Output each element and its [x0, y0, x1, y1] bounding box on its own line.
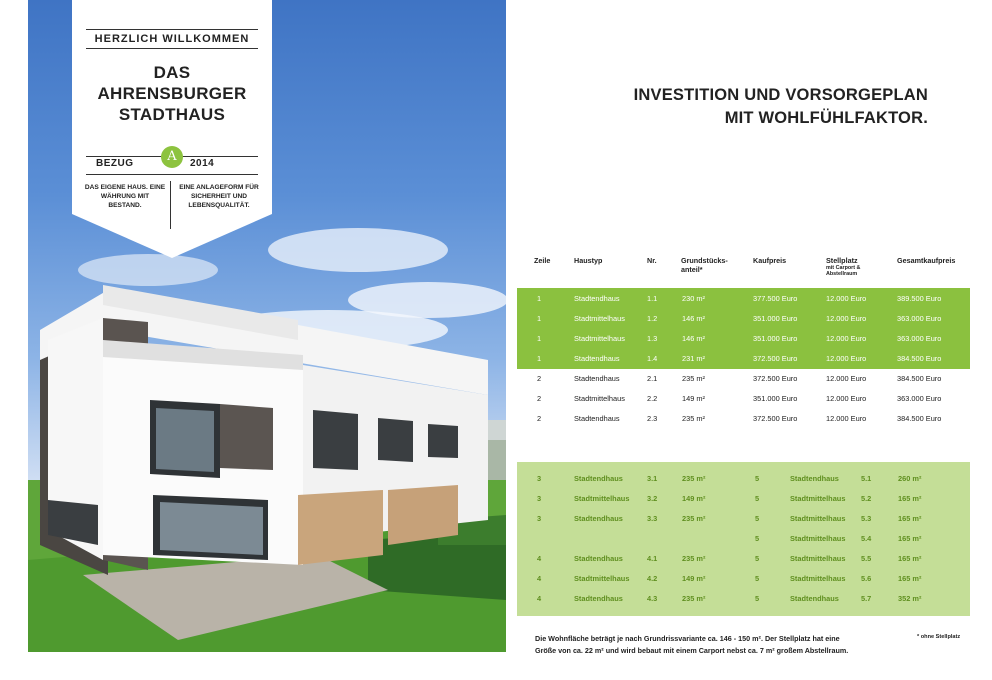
cell-gesamt: 384.500 Euro: [897, 414, 942, 423]
cell-haus2: Stadtendhaus: [790, 474, 839, 483]
cell-zeile: 1: [537, 294, 542, 303]
cell-stell: 12.000 Euro: [826, 354, 867, 363]
header-zeile: Zeile: [534, 256, 551, 265]
cell-nr2: 5.7: [861, 594, 872, 603]
cell-nr: 1.4: [647, 354, 658, 363]
cell-gesamt: 363.000 Euro: [897, 394, 942, 403]
table-row: [517, 349, 970, 369]
banner-left-text: DAS EIGENE HAUS. EINE WÄHRUNG MIT BESTAND.: [84, 184, 166, 209]
cell-grund: 235 m²: [682, 414, 706, 423]
cell-nr: 1.1: [647, 294, 658, 303]
cell-stell: 12.000 Euro: [826, 314, 867, 323]
bezug-year: 2014: [190, 158, 215, 169]
cell-nr: 1.2: [647, 314, 658, 323]
cell-five: 5: [755, 474, 760, 483]
header-stellplatz-sub2: Abstellraum: [826, 271, 858, 277]
bezug-label: BEZUG: [96, 158, 134, 169]
cell-nr2: 5.5: [861, 554, 872, 563]
welcome-label: HERZLICH WILLKOMMEN: [86, 29, 258, 49]
cell-haustyp: Stadtmittelhaus: [574, 394, 625, 403]
cell-stell: 12.000 Euro: [826, 414, 867, 423]
header-gesamtkaufpreis: Gesamtkaufpreis: [897, 256, 956, 265]
cell-haustyp: Stadtendhaus: [574, 414, 620, 423]
page-heading: [634, 84, 928, 130]
cell-haustyp: Stadtendhaus: [574, 554, 623, 563]
header-nr: Nr.: [647, 256, 657, 265]
cell-haustyp: Stadtendhaus: [574, 294, 620, 303]
banner-title: [72, 62, 272, 125]
table-row: [517, 329, 970, 349]
cell-zeile: 4: [537, 554, 542, 563]
cell-nr: 4.3: [647, 594, 658, 603]
heading-line-1: INVESTITION UND VORSORGEPLAN: [633, 86, 928, 104]
table-row: [517, 569, 970, 589]
cell-stell: 12.000 Euro: [826, 374, 867, 383]
cell-haus2: Stadtmittelhaus: [790, 534, 846, 543]
banner-right-text: EINE ANLAGEFORM FÜR SICHERHEIT UND LEBENSQUALITÄT.: [179, 184, 259, 209]
cell-haustyp: Stadtendhaus: [574, 374, 620, 383]
table-row: [517, 549, 970, 569]
cell-kauf: 377.500 Euro: [753, 294, 798, 303]
cell-grund2: 165 m²: [898, 574, 922, 583]
table-row: [517, 289, 970, 309]
cell-stell: 12.000 Euro: [826, 334, 867, 343]
cell-five: 5: [755, 594, 760, 603]
cell-zeile: 1: [537, 354, 542, 363]
cell-haus2: Stadtendhaus: [790, 594, 839, 603]
cell-grund2: 165 m²: [898, 494, 922, 503]
header-grund-line1: Grundstücks-: [681, 256, 728, 265]
cell-haustyp: Stadtendhaus: [574, 514, 623, 523]
cell-five: 5: [755, 494, 760, 503]
cell-zeile: 3: [537, 514, 542, 523]
table-row: [517, 389, 970, 409]
cell-five: 5: [755, 534, 760, 543]
table-row: [517, 409, 970, 429]
banner-title-line: AHRENSBURGER: [97, 84, 247, 103]
cell-grund: 231 m²: [682, 354, 706, 363]
header-stellplatz-sub1: mit Carport &: [826, 265, 861, 271]
cell-nr2: 5.6: [861, 574, 872, 583]
cell-haustyp: Stadtmittelhaus: [574, 494, 630, 503]
banner-title-line: STADTHAUS: [118, 105, 226, 124]
a-logo-badge: A: [161, 146, 183, 168]
header-stellplatz: [826, 256, 860, 277]
header-stellplatz-label: Stellplatz: [826, 256, 858, 265]
cell-five: 5: [755, 514, 760, 523]
cell-grund: 235 m²: [682, 594, 706, 603]
cell-nr: 3.2: [647, 494, 658, 503]
cell-grund: 230 m²: [682, 294, 706, 303]
cell-kauf: 351.000 Euro: [753, 394, 798, 403]
cell-haustyp: Stadtmittelhaus: [574, 574, 630, 583]
cell-zeile: 4: [537, 574, 542, 583]
cell-haustyp: Stadtendhaus: [574, 354, 620, 363]
cell-five: 5: [755, 574, 760, 583]
cell-kauf: 351.000 Euro: [753, 334, 798, 343]
table-row: [517, 469, 970, 489]
cell-nr: 2.1: [647, 374, 658, 383]
cell-grund: 235 m²: [682, 514, 706, 523]
header-haustyp: Haustyp: [574, 256, 603, 265]
cell-kauf: 372.500 Euro: [753, 414, 798, 423]
cell-grund2: 352 m²: [898, 594, 922, 603]
cell-grund: 149 m²: [682, 394, 706, 403]
cell-haus2: Stadtmittelhaus: [790, 514, 846, 523]
cell-gesamt: 384.500 Euro: [897, 354, 942, 363]
cell-haustyp: Stadtendhaus: [574, 474, 623, 483]
cell-zeile: 2: [537, 414, 542, 423]
heading-line-2: MIT WOHLFÜHLFAKTOR.: [724, 109, 928, 127]
cell-nr2: 5.2: [861, 494, 872, 503]
cell-zeile: 3: [537, 474, 542, 483]
cell-nr: 1.3: [647, 334, 658, 343]
cell-haustyp: Stadtmittelhaus: [574, 314, 625, 323]
cell-nr2: 5.3: [861, 514, 872, 523]
cell-nr: 4.2: [647, 574, 658, 583]
cell-haus2: Stadtmittelhaus: [790, 574, 846, 583]
cell-grund: 146 m²: [682, 314, 706, 323]
cell-nr: 2.3: [647, 414, 658, 423]
cell-grund: 235 m²: [682, 554, 706, 563]
table-row: [517, 529, 970, 549]
table-row: [517, 369, 970, 389]
table-row: [517, 509, 970, 529]
cell-grund: 149 m²: [682, 574, 706, 583]
cell-zeile: 2: [537, 374, 542, 383]
cell-stell: 12.000 Euro: [826, 294, 867, 303]
cell-nr2: 5.4: [861, 534, 872, 543]
table-row: [517, 589, 970, 609]
note-line-1: Die Wohnfläche beträgt je nach Grundrissvariante ca. 146 - 150 m². Der Stellplatz hat eine: [535, 634, 840, 643]
cell-kauf: 372.500 Euro: [753, 354, 798, 363]
cell-grund2: 260 m²: [898, 474, 922, 483]
cell-grund2: 165 m²: [898, 534, 922, 543]
cell-nr: 3.3: [647, 514, 658, 523]
cell-zeile: 3: [537, 494, 542, 503]
cell-nr: 2.2: [647, 394, 658, 403]
cell-kauf: 372.500 Euro: [753, 374, 798, 383]
cell-grund: 149 m²: [682, 494, 706, 503]
cell-haustyp: Stadtendhaus: [574, 594, 623, 603]
cell-nr: 4.1: [647, 554, 658, 563]
header-kaufpreis: Kaufpreis: [753, 256, 787, 265]
cell-haus2: Stadtmittelhaus: [790, 494, 846, 503]
cell-grund2: 165 m²: [898, 514, 922, 523]
cell-zeile: 4: [537, 594, 542, 603]
cell-five: 5: [755, 554, 760, 563]
cell-gesamt: 363.000 Euro: [897, 334, 942, 343]
cell-gesamt: 384.500 Euro: [897, 374, 942, 383]
cell-nr2: 5.1: [861, 474, 872, 483]
cell-kauf: 351.000 Euro: [753, 314, 798, 323]
cell-stell: 12.000 Euro: [826, 394, 867, 403]
cell-grund2: 165 m²: [898, 554, 922, 563]
table-row: [517, 309, 970, 329]
banner-title-line: DAS: [153, 63, 191, 82]
banner-divider: [170, 181, 171, 229]
header-grund-line2: anteil*: [681, 265, 703, 274]
header-grundstuecksanteil: [681, 256, 728, 274]
cell-grund: 146 m²: [682, 334, 706, 343]
cell-zeile: 2: [537, 394, 542, 403]
cell-grund: 235 m²: [682, 474, 706, 483]
cell-haustyp: Stadtmittelhaus: [574, 334, 625, 343]
cell-gesamt: 363.000 Euro: [897, 314, 942, 323]
cell-haus2: Stadtmittelhaus: [790, 554, 846, 563]
area-note: [535, 633, 848, 657]
cell-gesamt: 389.500 Euro: [897, 294, 942, 303]
welcome-banner: [72, 0, 272, 258]
note-line-2: Größe von ca. 22 m² und wird bebaut mit einem Carport nebst ca. 7 m² großem Abstellraum.: [535, 646, 849, 655]
footnote: * ohne Stellplatz: [917, 634, 961, 640]
table-row: [517, 489, 970, 509]
cell-grund: 235 m²: [682, 374, 706, 383]
cell-nr: 3.1: [647, 474, 658, 483]
cell-zeile: 1: [537, 314, 542, 323]
cell-zeile: 1: [537, 334, 542, 343]
